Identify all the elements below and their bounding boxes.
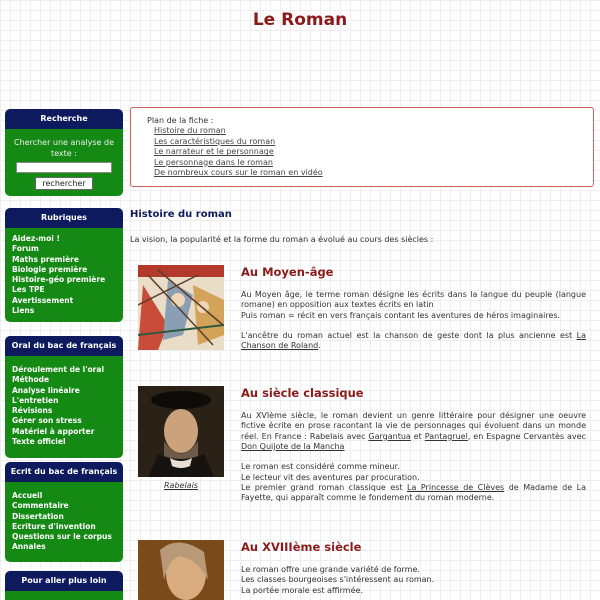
menu-item-materiel[interactable]: Matériel à apporter	[12, 426, 95, 436]
rubriques-title: Rubriques	[5, 208, 123, 228]
menu-item-invention[interactable]: Ecriture d'invention	[12, 521, 96, 531]
menu-item-texte-officiel[interactable]: Texte officiel	[12, 437, 66, 447]
moyen-age-p3	[241, 331, 586, 352]
moyen-age-p3-text: L'ancêtre du roman actuel est la chanson de geste dont la plus ancienne est	[241, 331, 577, 341]
chanson-de-roland-link[interactable]: La Chanson de Roland	[241, 331, 586, 351]
search-prompt: Chercher une analyse de texte :	[14, 138, 114, 158]
moyen-age-p3-end: .	[318, 341, 321, 351]
xviii-l1: Le roman offre une grande variété de forme.	[241, 565, 420, 574]
menu-item-avertissement[interactable]: Avertissement	[12, 295, 74, 305]
menu-item-revisions[interactable]: Révisions	[12, 406, 53, 416]
xviii-portrait-image	[138, 540, 224, 600]
loin-title: Pour aller plus loin	[5, 571, 123, 591]
menu-item-maths[interactable]: Maths première	[12, 254, 79, 264]
menu-item-accueil[interactable]: Accueil	[12, 491, 43, 500]
menu-item-stress[interactable]: Gérer son stress	[12, 416, 82, 426]
plan-link-personnage[interactable]: Le personnage dans le roman	[154, 157, 273, 167]
search-box-title: Recherche	[5, 109, 123, 129]
oral-title: Oral du bac de français	[5, 336, 123, 356]
classique-l3-text: Le premier grand roman classique est	[241, 483, 408, 493]
menu-item-dissertation[interactable]: Dissertation	[12, 511, 64, 521]
menu-item-analyse[interactable]: Analyse linéaire	[12, 385, 80, 395]
plan-link-videos[interactable]: De nombreux cours sur le roman en vidéo	[154, 168, 323, 178]
plan-link-caracteristiques[interactable]: Les caractéristiques du roman	[154, 136, 276, 146]
menu-item-commentaire[interactable]: Commentaire	[12, 501, 69, 511]
rabelais-portrait-image	[138, 386, 224, 477]
search-box	[5, 109, 123, 196]
moyen-age-title: Au Moyen-âge	[241, 265, 334, 279]
moyen-age-p2: Puis roman = récit en vers français contant les aventures de héros imaginaires.	[241, 310, 561, 320]
classique-text	[241, 411, 586, 504]
gargantua-link[interactable]: Gargantua	[368, 431, 411, 441]
classique-l3-end: de Madame de La Fayette, qui apparaît comme le fondement du roman moderne.	[241, 483, 587, 503]
medieval-illustration-image	[138, 265, 224, 350]
loin-box	[5, 571, 123, 600]
section-title: Histoire du roman	[130, 209, 232, 220]
xviii-text	[241, 565, 586, 596]
menu-item-annales[interactable]: Annales	[12, 542, 46, 552]
rabelais-caption[interactable]: Rabelais	[164, 481, 198, 490]
rubriques-box	[5, 208, 123, 322]
menu-item-histoire-geo[interactable]: Histoire-géo première	[12, 275, 106, 285]
moyen-age-p1: Au Moyen âge, le terme roman désigne les écrits dans la langue du peuple (langue romane) en opposition aux textes écrits en latin	[241, 290, 586, 310]
classique-l3	[241, 483, 586, 504]
xviii-l2: Les classes bourgeoises s'intéressent au roman.	[241, 575, 435, 585]
ecrit-box	[5, 462, 123, 562]
princesse-de-cleves-link[interactable]: La Princesse de Clèves	[407, 483, 505, 493]
plan-link-narrateur[interactable]: Le narrateur et le personnage	[154, 147, 274, 157]
plan-box	[130, 107, 594, 187]
menu-item-forum[interactable]: Forum	[12, 244, 39, 254]
don-quijote-link[interactable]: Don Quijote de la Mancha	[241, 441, 345, 451]
search-input[interactable]	[16, 162, 112, 173]
menu-item-corpus[interactable]: Questions sur le corpus	[12, 532, 112, 542]
menu-item-liens[interactable]: Liens	[12, 306, 35, 316]
menu-item-tpe[interactable]: Les TPE	[12, 285, 45, 295]
menu-item-aidez-moi[interactable]: Aidez-moi !	[12, 234, 60, 243]
menu-item-deroulement[interactable]: Déroulement de l'oral	[12, 365, 105, 374]
moyen-age-text	[241, 290, 586, 362]
classique-l2: Le lecteur vit des aventures par procuration.	[241, 472, 420, 482]
classique-title: Au siècle classique	[241, 386, 364, 400]
xviii-l3: La portée morale est affirmée.	[241, 585, 363, 595]
plan-link-histoire[interactable]: Histoire du roman	[154, 126, 226, 135]
plan-title: Plan de la fiche :	[147, 116, 214, 125]
classique-l1: Le roman est considéré comme mineur.	[241, 462, 400, 472]
ecrit-title: Ecrit du bac de français	[5, 462, 123, 482]
site-title: Le Roman	[252, 10, 348, 30]
menu-item-biologie[interactable]: Biologie première	[12, 264, 88, 274]
xviii-title: Au XVIIIème siècle	[241, 540, 362, 554]
menu-item-methode[interactable]: Méthode	[12, 375, 50, 385]
classique-p1-cervantes: , en Espagne Cervantès avec	[467, 431, 586, 441]
search-button[interactable]: rechercher	[35, 177, 92, 190]
classique-p1-and: et	[410, 431, 425, 441]
oral-box	[5, 336, 123, 458]
classique-p1-text: Au XVIème siècle, le roman devient un genre littéraire pour désigner une oeuvre fictive écrite en prose racontant la vie de personnages qui évoluent dans un monde réel. En France : Rabelais avec	[241, 411, 586, 441]
section-intro: La vision, la popularité et la forme du roman a évolué au cours des siècles :	[130, 235, 434, 244]
menu-item-entretien[interactable]: L'entretien	[12, 395, 59, 405]
pantagruel-link[interactable]: Pantagruel	[424, 431, 468, 441]
classique-p1	[241, 411, 586, 452]
